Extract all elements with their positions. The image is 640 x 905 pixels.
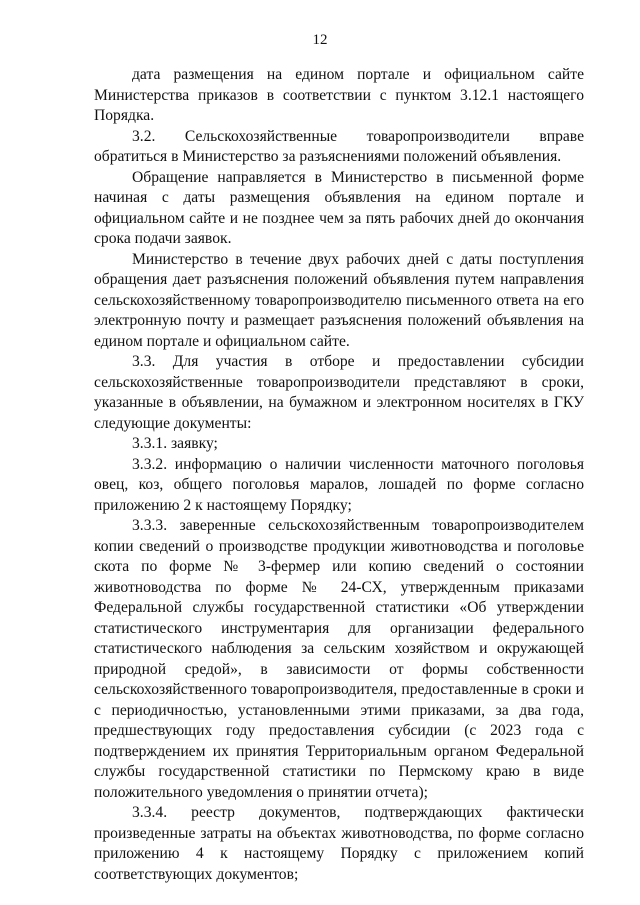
paragraph-ministry-response: Министерство в течение двух рабочих дней с даты поступления обращения дает разъяснения положений объявления путем направления сельскохозяйственному товаропроизводителю письменного ответа на его электронную почту и размещает разъяснения положений объявления на едином портале и официальном сайте. — [94, 250, 584, 350]
paragraph-3-3-3: 3.3.3. заверенные сельскохозяйственным товаропроизводителем копии сведений о производстве продукции животноводства и поголовье скота по форме № 3-фермер или копию сведений о состоянии животноводства по форме № 24-СХ, утвержденным приказами Федеральной службы государственной статистики «Об утверждении статистического инструментария для организации федерального статистического наблюдения за сельским хозяйством и окружающей природной средой», в зависимости от формы собственности сельскохозяйственного товаропроизводителя, предоставленные в сроки и с периодичностью, установленными этими приказами, за два года, предшествующих году предоставления субсидии (с 2023 года с подтверждением их принятия Территориальным органом Федеральной службы государственной статистики по Пермскому краю в виде положительного уведомления о принятии отчета); — [94, 517, 584, 801]
page-number: 12 — [312, 32, 328, 48]
paragraph-3-3: 3.3. Для участия в отборе и предоставлении субсидии сельскохозяйственные товаропроизводители представляют в сроки, указанные в объявлении, на бумажном и электронном носителях в ГКУ следующие документы: — [94, 353, 584, 432]
paragraph-3-2: 3.2. Сельскохозяйственные товаропроизводители вправе обратиться в Министерство за разъяснениями положений объявления. — [94, 127, 584, 165]
paragraph-appeal: Обращение направляется в Министерство в письменной форме начиная с даты размещения объявления на едином портале и официальном сайте и не позднее чем за пять рабочих дней до окончания срока подачи заявок. — [94, 168, 584, 247]
paragraph-3-3-1: 3.3.1. заявку; — [132, 435, 218, 452]
document-body — [94, 65, 584, 885]
paragraph-3-3-4: 3.3.4. реестр документов, подтверждающих фактически произведенные затраты на объектах животноводства, по форме согласно приложению 4 к настоящему Порядку с приложением копий соответствующих документов; — [94, 804, 584, 883]
paragraph-continuation: дата размещения на едином портале и официальном сайте Министерства приказов в соответствии с пунктом 3.12.1 настоящего Порядка. — [94, 66, 584, 124]
paragraph-3-3-2: 3.3.2. информацию о наличии численности маточного поголовья овец, коз, общего поголовья маралов, лошадей по форме согласно приложению 2 к настоящему Порядку; — [94, 455, 584, 514]
